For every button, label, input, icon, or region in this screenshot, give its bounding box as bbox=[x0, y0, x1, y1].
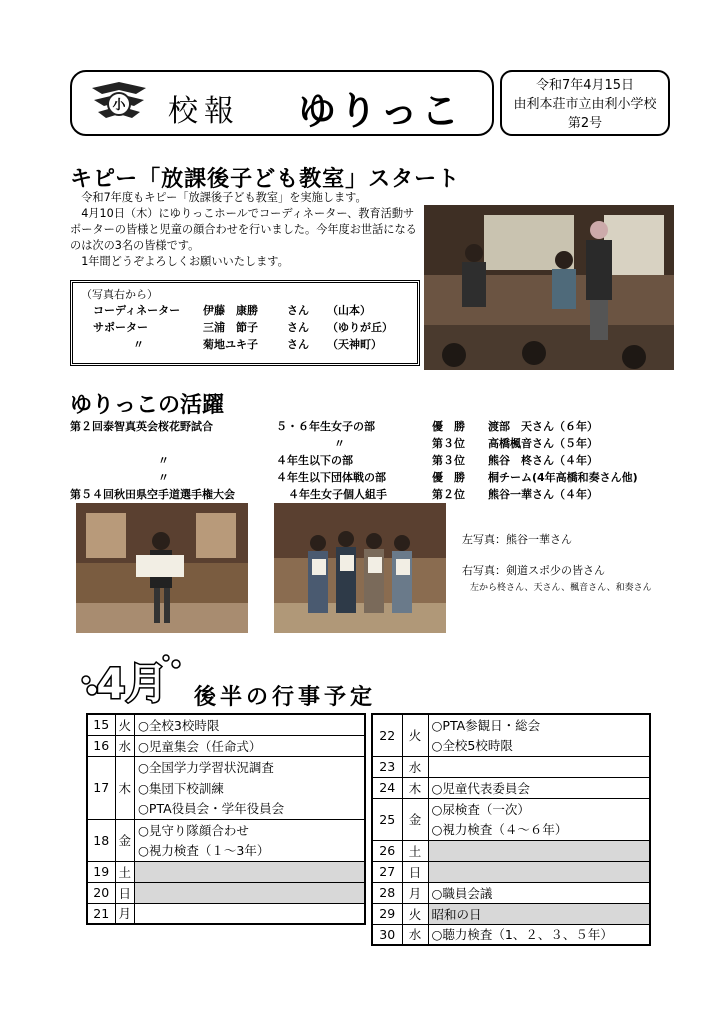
result-division: ４年生以下団体戦の部 bbox=[276, 471, 386, 484]
supporter-role: 〃 bbox=[133, 338, 144, 351]
schedule-row bbox=[372, 756, 650, 777]
schedule-day: 21 bbox=[87, 903, 115, 924]
result-name: 熊谷 柊さん（４年） bbox=[488, 454, 598, 467]
supporter-name: 三浦 節子 bbox=[203, 321, 258, 334]
schedule-weekday: 火 bbox=[115, 714, 135, 735]
schedule-event: ○職員会議 bbox=[428, 882, 650, 903]
caption-left-photo: 左写真：熊谷一華さん bbox=[462, 533, 572, 546]
schedule-day: 30 bbox=[372, 924, 402, 945]
result-rank: 優 勝 bbox=[432, 471, 465, 484]
supporter-row bbox=[81, 319, 409, 336]
schedule-weekday: 水 bbox=[115, 735, 135, 756]
schedule-event: ○児童代表委員会 bbox=[428, 777, 650, 798]
schedule-day: 28 bbox=[372, 882, 402, 903]
masthead-name: ゆりっこ bbox=[298, 88, 463, 133]
schedule-row bbox=[372, 882, 650, 903]
issue-number: 第2号 bbox=[567, 116, 603, 131]
schedule-day: 24 bbox=[372, 777, 402, 798]
supporters-box-head: （写真右から） bbox=[81, 288, 158, 301]
schedule-weekday: 金 bbox=[115, 819, 135, 861]
supporter-row bbox=[81, 336, 409, 353]
schedule-weekday: 火 bbox=[402, 714, 428, 756]
schedule-event: ○集団下校訓練 bbox=[135, 777, 365, 798]
section1-intro bbox=[70, 190, 420, 270]
schedule-weekday: 月 bbox=[115, 903, 135, 924]
result-row bbox=[70, 486, 690, 503]
schedule-day: 26 bbox=[372, 840, 402, 861]
schedule-weekday: 土 bbox=[115, 861, 135, 882]
schedule-row bbox=[372, 777, 650, 798]
supporter-name: 菊地ユキ子 bbox=[203, 338, 258, 351]
schedule-weekday: 日 bbox=[402, 861, 428, 882]
school-name: 由利本荘市立由利小学校 bbox=[513, 97, 657, 112]
supporter-area: （山本） bbox=[327, 304, 371, 317]
svg-text:4月: 4月 bbox=[96, 659, 168, 706]
result-name: 高橋楓音さん（５年） bbox=[488, 437, 598, 450]
result-event: 〃 bbox=[158, 454, 169, 467]
schedule-row bbox=[372, 924, 650, 945]
school-emblem-icon bbox=[90, 80, 148, 126]
schedule-row bbox=[87, 861, 365, 882]
schedule-row bbox=[87, 882, 365, 903]
schedule-day: 27 bbox=[372, 861, 402, 882]
schedule-event: ○聴力検査（1、２、３、５年） bbox=[428, 924, 650, 945]
schedule-event bbox=[135, 882, 365, 903]
section2-heading: ゆりっこの活躍 bbox=[70, 393, 225, 418]
april-badge bbox=[80, 652, 184, 706]
supporter-row bbox=[81, 302, 409, 319]
photo-karate bbox=[76, 503, 248, 633]
intro-paragraph: 1年間どうぞよろしくお願いいたします。 bbox=[81, 255, 289, 268]
result-event: 第５４回秋田県空手道選手権大会 bbox=[70, 488, 235, 501]
schedule-row bbox=[87, 903, 365, 924]
supporters-box bbox=[70, 280, 420, 366]
intro-paragraph: 4月10日（木）にゆりっこホールでコーディネーター、教育活動サポーターの皆様と児童の顔合わせを行いました。今年度お世話になるのは次の3名の皆様です。 bbox=[70, 207, 417, 252]
supporter-area: （天神町） bbox=[327, 338, 382, 351]
schedule-row bbox=[372, 840, 650, 861]
schedule-day: 23 bbox=[372, 756, 402, 777]
schedule-event: ○PTA役員会・学年役員会 bbox=[135, 798, 365, 819]
result-rank: 第２位 bbox=[432, 488, 465, 501]
schedule-event: 昭和の日 bbox=[428, 903, 650, 924]
schedule-event bbox=[135, 903, 365, 924]
result-division: ５・６年生女子の部 bbox=[276, 420, 375, 433]
issue-box bbox=[500, 70, 670, 136]
photo-meeting bbox=[424, 205, 674, 370]
result-rank: 第３位 bbox=[432, 437, 465, 450]
result-rank: 第３位 bbox=[432, 454, 465, 467]
result-row bbox=[70, 469, 690, 486]
photo-kendo bbox=[274, 503, 446, 633]
intro-paragraph: 令和7年度もキピー「放課後子ども教室」を実施します。 bbox=[81, 191, 367, 204]
masthead-title: 校報 bbox=[168, 94, 240, 129]
schedule-weekday: 水 bbox=[402, 924, 428, 945]
schedule-weekday: 土 bbox=[402, 840, 428, 861]
section3-heading: 後半の行事予定 bbox=[194, 685, 377, 710]
result-division: 〃 bbox=[334, 437, 345, 450]
schedule-weekday: 日 bbox=[115, 882, 135, 903]
schedule-day: 22 bbox=[372, 714, 402, 756]
result-division: ４年生女子個人組手 bbox=[288, 488, 387, 501]
supporter-role: コーディネーター bbox=[93, 304, 181, 317]
schedule-event: ○全校5校時限 bbox=[428, 735, 650, 756]
result-event: 第２回泰智真英会桜花野試合 bbox=[70, 420, 213, 433]
result-event: 〃 bbox=[158, 471, 169, 484]
result-division: ４年生以下の部 bbox=[276, 454, 353, 467]
schedule-row bbox=[372, 861, 650, 882]
result-name: 桐チーム(4年高橋和奏さん他) bbox=[488, 471, 638, 484]
schedule-row bbox=[87, 819, 365, 840]
schedule-weekday: 水 bbox=[402, 756, 428, 777]
schedule-day: 17 bbox=[87, 756, 115, 819]
supporter-name: 伊藤 康勝 bbox=[203, 304, 258, 317]
supporter-honorific: さん bbox=[287, 304, 309, 317]
schedule-table-right bbox=[371, 713, 651, 946]
schedule-weekday: 木 bbox=[115, 756, 135, 819]
result-name: 熊谷一華さん（４年） bbox=[488, 488, 598, 501]
results-list bbox=[70, 418, 690, 503]
schedule-row bbox=[87, 735, 365, 756]
schedule-event: ○児童集会（任命式） bbox=[135, 735, 365, 756]
schedule-row bbox=[372, 714, 650, 735]
supporter-honorific: さん bbox=[287, 321, 309, 334]
schedule-event: ○視力検査（１～3年） bbox=[135, 840, 365, 861]
schedule-row bbox=[372, 798, 650, 819]
schedule-event: ○尿検査（一次） bbox=[428, 798, 650, 819]
schedule-event: ○全国学力学習状況調査 bbox=[135, 756, 365, 777]
schedule-weekday: 木 bbox=[402, 777, 428, 798]
schedule-row bbox=[87, 714, 365, 735]
schedule-event bbox=[428, 861, 650, 882]
caption-right-detail: 左から柊さん、天さん、楓音さん、和奏さん bbox=[470, 583, 652, 593]
supporter-area: （ゆりが丘） bbox=[327, 321, 393, 334]
schedule-event: ○全校3校時限 bbox=[135, 714, 365, 735]
svg-text:小: 小 bbox=[112, 98, 126, 113]
schedule-day: 25 bbox=[372, 798, 402, 840]
schedule-day: 16 bbox=[87, 735, 115, 756]
result-row bbox=[70, 452, 690, 469]
supporter-honorific: さん bbox=[287, 338, 309, 351]
schedule-event bbox=[135, 861, 365, 882]
schedule-row bbox=[372, 903, 650, 924]
schedule-day: 20 bbox=[87, 882, 115, 903]
schedule-event: ○見守り隊顔合わせ bbox=[135, 819, 365, 840]
result-name: 渡部 天さん（６年） bbox=[488, 420, 598, 433]
issue-date: 令和7年4月15日 bbox=[535, 78, 635, 93]
schedule-weekday: 金 bbox=[402, 798, 428, 840]
schedule-day: 19 bbox=[87, 861, 115, 882]
schedule-weekday: 月 bbox=[402, 882, 428, 903]
schedule-event: ○PTA参観日・総会 bbox=[428, 714, 650, 735]
caption-right-photo: 右写真：剣道スポ少の皆さん bbox=[462, 564, 605, 577]
section1-heading: キピー「放課後子ども教室」スタート bbox=[70, 167, 461, 192]
result-rank: 優 勝 bbox=[432, 420, 465, 433]
result-row bbox=[70, 435, 690, 452]
schedule-table-left bbox=[86, 713, 366, 925]
schedule-weekday: 火 bbox=[402, 903, 428, 924]
schedule-row bbox=[87, 756, 365, 777]
schedule-event bbox=[428, 840, 650, 861]
schedule-event bbox=[428, 756, 650, 777]
schedule-event: ○視力検査（４～６年） bbox=[428, 819, 650, 840]
schedule-day: 18 bbox=[87, 819, 115, 861]
schedule-day: 29 bbox=[372, 903, 402, 924]
result-row bbox=[70, 418, 690, 435]
masthead bbox=[70, 70, 494, 136]
schedule-day: 15 bbox=[87, 714, 115, 735]
supporter-role: サポーター bbox=[93, 321, 148, 334]
